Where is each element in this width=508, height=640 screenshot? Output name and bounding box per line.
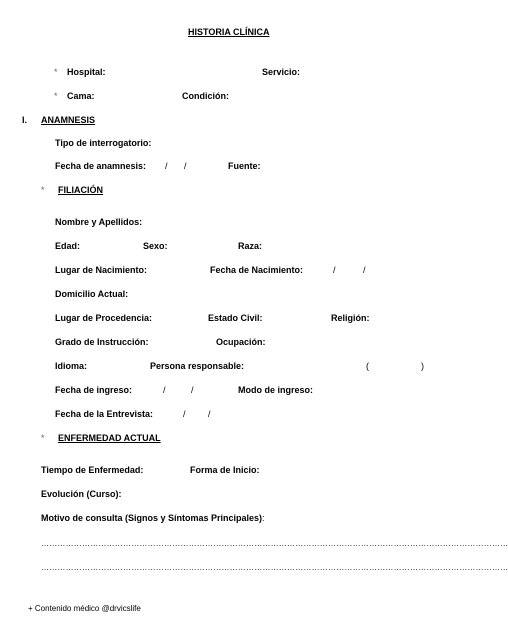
answer-line-2: ……………………………………………………………………………………………………………………………………………………… <box>41 563 508 572</box>
fuente-label: Fuente: <box>228 161 261 171</box>
condicion-label: Condición: <box>182 91 229 101</box>
tiempo-enfermedad-label: Tiempo de Enfermedad: <box>41 465 144 475</box>
grado-instruccion-label: Grado de Instrucción: <box>55 337 149 347</box>
nombre-label: Nombre y Apellidos: <box>55 217 143 227</box>
cama-label: Cama: <box>67 91 95 101</box>
paren-close: ) <box>421 361 424 371</box>
domicilio-label: Domicilio Actual: <box>55 289 129 299</box>
bullet-enfermedad: * <box>41 433 45 443</box>
bullet-filiacion: * <box>41 185 45 195</box>
tipo-interrogatorio-label: Tipo de interrogatorio: <box>55 138 152 148</box>
date-slash: / <box>333 265 336 275</box>
forma-inicio-label: Forma de Inicio: <box>190 465 260 475</box>
estado-civil-label: Estado Civil: <box>208 313 263 323</box>
fecha-ingreso-label: Fecha de ingreso: <box>55 385 133 395</box>
bullet-hospital: * <box>54 67 58 77</box>
date-slash: / <box>363 265 366 275</box>
anamnesis-heading: ANAMNESIS <box>41 115 96 125</box>
idioma-label: Idioma: <box>55 361 88 371</box>
servicio-label: Servicio: <box>262 67 301 77</box>
lugar-nacimiento-label: Lugar de Nacimiento: <box>55 265 148 275</box>
date-slash: / <box>163 385 166 395</box>
page-title: HISTORIA CLÍNICA <box>188 27 270 37</box>
raza-label: Raza: <box>238 241 263 251</box>
motivo-colon: : <box>262 513 265 523</box>
date-slash: / <box>208 409 211 419</box>
edad-label: Edad: <box>55 241 81 251</box>
fecha-nacimiento-label: Fecha de Nacimiento: <box>210 265 304 275</box>
bullet-cama: * <box>54 91 58 101</box>
date-slash: / <box>191 385 194 395</box>
date-slash: / <box>184 161 187 171</box>
fecha-anamnesis-label: Fecha de anamnesis: <box>55 161 147 171</box>
persona-responsable-label: Persona responsable: <box>150 361 245 371</box>
section-number: I. <box>22 115 28 125</box>
religion-label: Religión: <box>331 313 370 323</box>
date-slash: / <box>165 161 168 171</box>
answer-line-1: ……………………………………………………………………………………………………………………………………………………… <box>41 539 508 548</box>
motivo-consulta-text: Motivo de consulta (Signos y Síntomas Principales) <box>41 513 263 523</box>
lugar-procedencia-label: Lugar de Procedencia: <box>55 313 153 323</box>
sexo-label: Sexo: <box>143 241 168 251</box>
ocupacion-label: Ocupación: <box>216 337 266 347</box>
date-slash: / <box>183 409 186 419</box>
filiacion-heading: FILIACIÓN <box>58 185 103 195</box>
enfermedad-actual-heading: ENFERMEDAD ACTUAL <box>58 433 161 443</box>
evolucion-label: Evolución (Curso): <box>41 489 122 499</box>
modo-ingreso-label: Modo de ingreso: <box>238 385 313 395</box>
paren-open: ( <box>366 361 369 371</box>
motivo-consulta-label <box>41 513 265 524</box>
hospital-label: Hospital: <box>67 67 106 77</box>
footer-credit: + Contenido médico @drvicslife <box>28 604 141 613</box>
fecha-entrevista-label: Fecha de la Entrevista: <box>55 409 154 419</box>
